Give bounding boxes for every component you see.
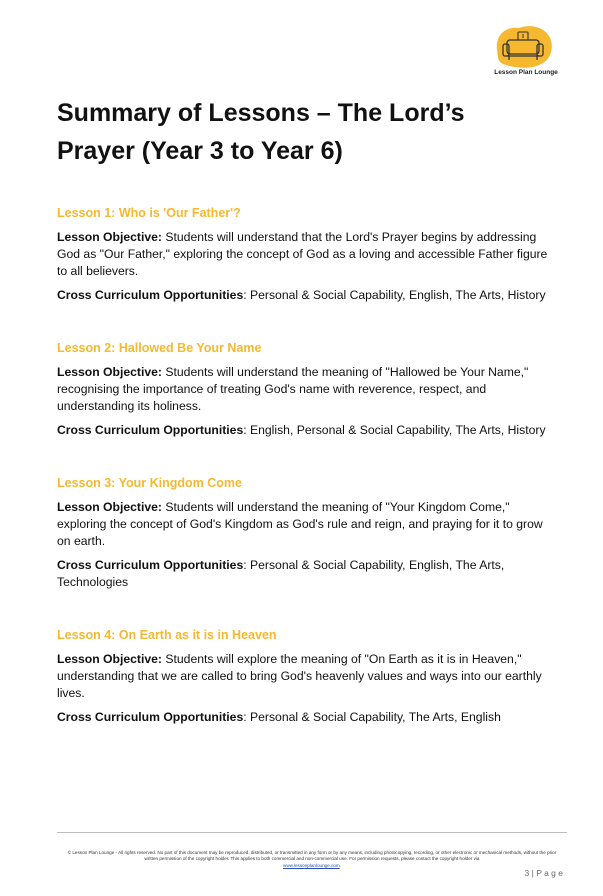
footer-copyright [62,850,562,869]
lesson-1 [57,205,557,312]
sofa-logo-icon [493,22,555,72]
copyright-text: © Lesson Plan Lounge - All rights reserved. No part of this document may be reproduced, distributed, or transmitted in any form or by any means, including photocopying, recording, or other electronic or mechanical methods, without the prior written permission of the copyright holder. This applies to both commercial and non-commercial use. For permission requests, please contact the copyright holder via [67,850,557,862]
cross-curriculum [57,287,557,304]
lesson-heading: Lesson 4: On Earth as it is in Heaven [57,628,277,642]
objective-label: Lesson Objective: [57,365,162,379]
cross-label: Cross Curriculum Opportunities [57,710,244,725]
cross-text: : Personal & Social Capability, English, The Arts, History [243,288,546,303]
lesson-heading: Lesson 3: Your Kingdom Come [57,476,242,490]
cross-label: Cross Curriculum Opportunities [57,288,244,303]
lesson-heading: Lesson 2: Hallowed Be Your Name [57,341,262,355]
cross-text: : Personal & Social Capability, English, The Arts, Technologies [57,558,505,590]
page-title: Summary of Lessons – The Lord’s Prayer (Year 3 to Year 6) [57,99,465,165]
cross-curriculum [57,709,557,726]
objective-text: Students will understand the meaning of "Your Kingdom Come," exploring the concept of God's Kingdom as God's rule and reign, and praying for it to grow on earth. [57,500,543,548]
page-number-label: | P a g e [529,868,563,878]
link-suffix: . [339,862,341,868]
lesson-objective [57,229,557,279]
footer-divider [57,832,567,833]
lesson-4 [57,627,557,734]
objective-label: Lesson Objective: [57,500,162,514]
cross-text: : English, Personal & Social Capability, The Arts, History [243,423,546,438]
lesson-objective [57,364,557,414]
logo-text: Lesson Plan Lounge [494,69,558,76]
cross-curriculum [57,557,557,591]
cross-label: Cross Curriculum Opportunities [57,423,244,438]
page-number-value: 3 [524,868,530,878]
objective-text: Students will explore the meaning of "On Earth as it is in Heaven," understanding that we are called to bring God's heavenly values and ways into our earthly lives. [57,652,542,700]
page-number [525,868,563,878]
objective-label: Lesson Objective: [57,230,162,244]
cross-curriculum [57,422,557,439]
cross-text: : Personal & Social Capability, The Arts, English [243,710,501,725]
lesson-objective [57,499,557,549]
objective-text: Students will understand that the Lord's Prayer begins by addressing God as "Our Father," exploring the concept of God as a loving and accessible Father figure to all believers. [57,230,548,278]
cross-label: Cross Curriculum Opportunities [57,558,244,573]
lesson-2 [57,340,557,447]
objective-text: Students will understand the meaning of "Hallowed be Your Name," recognising the importance of treating God's name with reverence, respect, and understanding its holiness. [57,365,529,413]
lesson-3 [57,475,557,599]
objective-label: Lesson Objective: [57,652,162,666]
website-link[interactable]: www.lessonplanlounge.com [283,862,340,868]
lesson-objective [57,651,557,701]
lesson-heading: Lesson 1: Who is 'Our Father'? [57,206,241,220]
